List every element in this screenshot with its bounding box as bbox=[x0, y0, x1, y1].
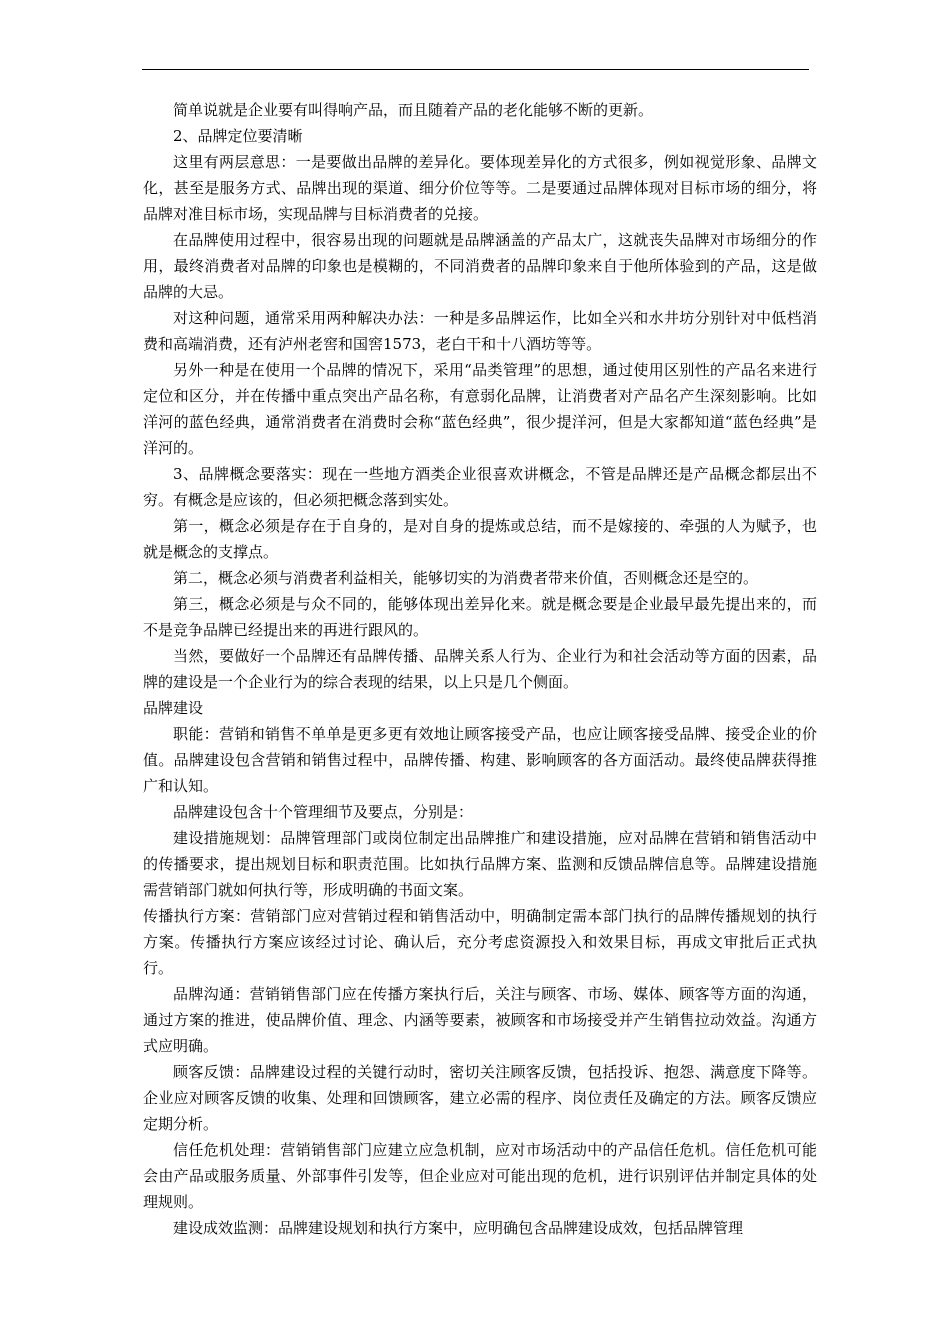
paragraph: 建设成效监测：品牌建设规划和执行方案中，应明确包含品牌建设成效，包括品牌管理 bbox=[173, 1219, 744, 1237]
paragraph: 3、品牌概念要落实：现在一些地方酒类企业很喜欢讲概念，不管是品牌还是产品概念都层出不穷。有概念是应该的，但必须把概念落到实处。 bbox=[143, 465, 817, 509]
section-heading: 2、品牌定位要清晰 bbox=[173, 127, 303, 145]
paragraph: 职能：营销和销售不单单是更多更有效地让顾客接受产品，也应让顾客接受品牌、接受企业的价值。品牌建设包含营销和销售过程中，品牌传播、构建、影响顾客的各方面活动。最终使品牌获得推广和认知。 bbox=[143, 725, 817, 795]
paragraph: 在品牌使用过程中，很容易出现的问题就是品牌涵盖的产品太广，这就丧失品牌对市场细分的作用，最终消费者对品牌的印象也是模糊的，不同消费者的品牌印象来自于他所体验到的产品，这是做品牌的大忌。 bbox=[143, 231, 817, 301]
paragraph: 第三，概念必须是与众不同的，能够体现出差异化来。就是概念要是企业最早最先提出来的，而不是竞争品牌已经提出来的再进行跟风的。 bbox=[143, 595, 817, 639]
paragraph: 第二，概念必须与消费者利益相关，能够切实的为消费者带来价值，否则概念还是空的。 bbox=[173, 569, 759, 587]
paragraph: 对这种问题，通常采用两种解决办法：一种是多品牌运作，比如全兴和水井坊分别针对中低档消费和高端消费，还有泸州老窖和国窖1573，老白干和十八酒坊等等。 bbox=[143, 309, 817, 353]
paragraph: 另外一种是在使用一个品牌的情况下，采用“品类管理”的思想，通过使用区别性的产品名来进行定位和区分，并在传播中重点突出产品名称，有意弱化品牌，让消费者对产品名产生深刻影响。比如洋河的蓝色经典，通常消费者在消费时会称“蓝色经典”，很少提洋河，但是大家都知道“蓝色经典”是洋河的。 bbox=[143, 361, 817, 457]
paragraph: 品牌建设包含十个管理细节及要点，分别是： bbox=[173, 803, 474, 821]
paragraph: 简单说就是企业要有叫得响产品，而且随着产品的老化能够不断的更新。 bbox=[173, 101, 654, 119]
section-heading: 品牌建设 bbox=[143, 699, 204, 717]
paragraph: 顾客反馈：品牌建设过程的关键行动时，密切关注顾客反馈，包括投诉、抱怨、满意度下降等。企业应对顾客反馈的收集、处理和回馈顾客，建立必需的程序、岗位责任及确定的方法。顾客反馈应定期分析。 bbox=[143, 1063, 817, 1133]
paragraph: 当然，要做好一个品牌还有品牌传播、品牌关系人行为、企业行为和社会活动等方面的因素，品牌的建设是一个企业行为的综合表现的结果，以上只是几个侧面。 bbox=[143, 647, 817, 691]
paragraph: 建设措施规划：品牌管理部门或岗位制定出品牌推广和建设措施，应对品牌在营销和销售活动中的传播要求，提出规划目标和职责范围。比如执行品牌方案、监测和反馈品牌信息等。品牌建设措施需营销部门就如何执行等，形成明确的书面文案。 bbox=[143, 829, 817, 899]
paragraph: 第一，概念必须是存在于自身的，是对自身的提炼或总结，而不是嫁接的、牵强的人为赋予，也就是概念的支撑点。 bbox=[143, 517, 817, 561]
header-rule bbox=[142, 69, 809, 70]
document-body bbox=[143, 97, 817, 1241]
paragraph: 传播执行方案：营销部门应对营销过程和销售活动中，明确制定需本部门执行的品牌传播规划的执行方案。传播执行方案应该经过讨论、确认后，充分考虑资源投入和效果目标，再成文审批后正式执行。 bbox=[143, 907, 817, 977]
paragraph: 品牌沟通：营销销售部门应在传播方案执行后，关注与顾客、市场、媒体、顾客等方面的沟通，通过方案的推进，使品牌价值、理念、内涵等要素，被顾客和市场接受并产生销售拉动效益。沟通方式应明确。 bbox=[143, 985, 817, 1055]
paragraph: 这里有两层意思：一是要做出品牌的差异化。要体现差异化的方式很多，例如视觉形象、品牌文化，甚至是服务方式、品牌出现的渠道、细分价位等等。二是要通过品牌体现对目标市场的细分，将品牌对准目标市场，实现品牌与目标消费者的兑接。 bbox=[143, 153, 817, 223]
paragraph: 信任危机处理：营销销售部门应建立应急机制，应对市场活动中的产品信任危机。信任危机可能会由产品或服务质量、外部事件引发等，但企业应对可能出现的危机，进行识别评估并制定具体的处理规则。 bbox=[143, 1141, 817, 1211]
